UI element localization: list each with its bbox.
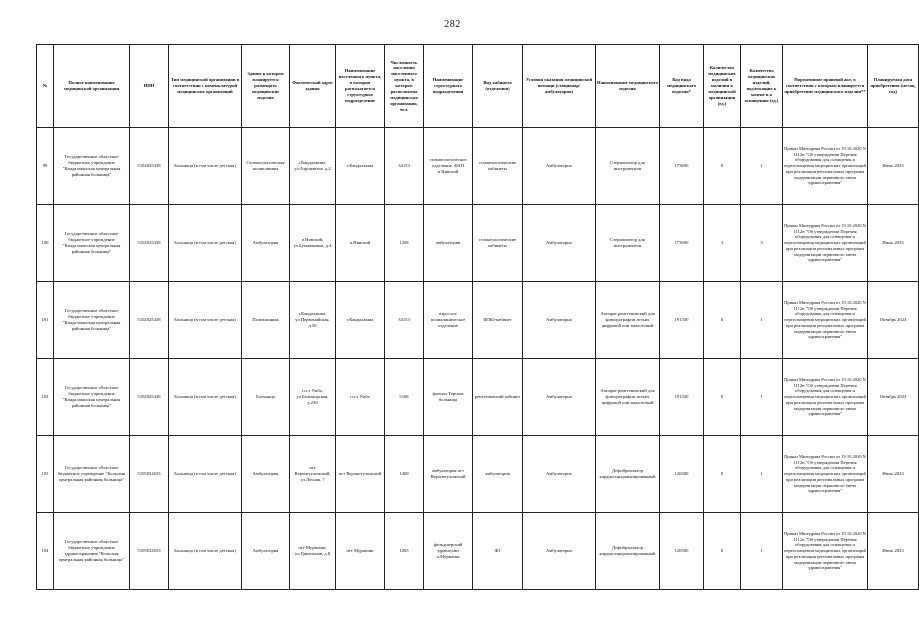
population-cell: 34153 — [385, 128, 424, 205]
settlement-cell: г.Кандалакша — [336, 128, 385, 205]
quantity-needed-cell: 3 — [741, 205, 783, 282]
organization-type-cell: Больница (в том числе детская) — [169, 282, 242, 359]
division-cell: взрослое поликлиническое отделение — [424, 282, 473, 359]
row-number-cell: 103 — [37, 436, 54, 513]
quantity-available-cell: 0 — [704, 359, 741, 436]
device-code-cell: 191330 — [660, 282, 704, 359]
table-row — [37, 436, 919, 513]
inn-cell: 5102025438 — [130, 282, 169, 359]
quantity-needed-cell: 1 — [741, 359, 783, 436]
column-header: Количество медицинских изделий, подлежащих к замене и к оснащению (ед.) — [741, 45, 783, 128]
care-conditions-cell: Амбулаторно — [523, 436, 596, 513]
normative-act-cell: Приказ Минздрава России от 19.10.2020 N 1112н "Об утверждении Перечня оборудования для оснащения и переоснащения медицинских организаций при реализации региональных программ модернизации первичного звена здравоохранения" — [783, 128, 868, 205]
settlement-cell: г.Кандалакша — [336, 282, 385, 359]
inn-cell: 5102025438 — [130, 359, 169, 436]
room-type-cell: амбулатория — [473, 436, 523, 513]
division-cell: амбулатория — [424, 205, 473, 282]
organization-name-cell: Государственное областное бюджетное учреждение "Кандалакшская центральная районная больница" — [54, 128, 130, 205]
normative-act-cell: Приказ Минздрава России от 19.10.2020 N 1112н "Об утверждении Перечня оборудования для оснащения и переоснащения медицинских организаций при реализации региональных программ модернизации первичного звена здравоохранения" — [783, 513, 868, 590]
device-code-cell: 126500 — [660, 513, 704, 590]
organization-type-cell: Больница (в том числе детская) — [169, 359, 242, 436]
normative-act-cell: Приказ Минздрава России от 19.10.2020 N 1112н "Об утверждении Перечня оборудования для оснащения и переоснащения медицинских организаций при реализации региональных программ модернизации первичного звена здравоохранения" — [783, 436, 868, 513]
division-cell: фельдшерский здравпункт п.Мурмаши — [424, 513, 473, 590]
column-header: Наименование структурного подразделения — [424, 45, 473, 128]
organization-name-cell: Государственное областное бюджетное учреждение здравоохранения "Кольская центральная районная больница" — [54, 513, 130, 590]
inn-cell: 5102025438 — [130, 205, 169, 282]
room-type-cell: ФЗ — [473, 513, 523, 590]
table-row — [37, 513, 919, 590]
quantity-available-cell: 0 — [704, 128, 741, 205]
division-cell: стоматологическое отделение, ФАП п.Нивский — [424, 128, 473, 205]
column-header: Полное наименование медицинской организации — [54, 45, 130, 128]
division-cell: филиал Терская больница — [424, 359, 473, 436]
column-header: Фактический адрес здания — [290, 45, 336, 128]
normative-act-cell: Приказ Минздрава России от 19.10.2020 N 1112н "Об утверждении Перечня оборудования для оснащения и переоснащения медицинских организаций при реализации региональных программ модернизации первичного звена здравоохранения" — [783, 205, 868, 282]
column-header: Тип медицинской организации в соответствии с номенклатурой медицинских организаций — [169, 45, 242, 128]
planned-date-cell: Июль 2023 — [868, 436, 919, 513]
quantity-needed-cell: 1 — [741, 436, 783, 513]
settlement-cell: пгт Мурмаши — [336, 513, 385, 590]
quantity-needed-cell: 1 — [741, 513, 783, 590]
column-header: Нормативное правовой акт, в соответствии с которым планируется приобретение медицинского изделия** — [783, 45, 868, 128]
row-number-cell: 100 — [37, 205, 54, 282]
population-cell: 1265 — [385, 513, 424, 590]
device-code-cell: 173690 — [660, 128, 704, 205]
quantity-available-cell: 3 — [704, 205, 741, 282]
organization-name-cell: Государственное областное бюджетное учреждение "Кандалакшская центральная районная больница" — [54, 359, 130, 436]
planned-date-cell: Октябрь 2023 — [868, 359, 919, 436]
building-cell: Стоматологическая поликлиника — [242, 128, 290, 205]
population-cell: 34153 — [385, 282, 424, 359]
device-name-cell: Дефибриллятор кардиосинхронизированный — [596, 513, 660, 590]
quantity-available-cell: 0 — [704, 513, 741, 590]
device-name-cell: Стерилизатор для инструментов — [596, 128, 660, 205]
device-code-cell: 191330 — [660, 359, 704, 436]
inn-cell: 5102025438 — [130, 128, 169, 205]
column-header: Наименование медицинского изделия — [596, 45, 660, 128]
organization-name-cell: Государственное областное бюджетное учреждение "Кандалакшская центральная районная больница" — [54, 205, 130, 282]
organization-type-cell: Больница (в том числе детская) — [169, 436, 242, 513]
care-conditions-cell: Амбулаторно — [523, 282, 596, 359]
equipment-table — [36, 44, 919, 590]
building-cell: Амбулатория — [242, 513, 290, 590]
planned-date-cell: Июль 2023 — [868, 513, 919, 590]
organization-name-cell: Государственное областное бюджетное учреждение "Кольская центральная районная больница" — [54, 436, 130, 513]
column-header: Код вида медицинского изделия* — [660, 45, 704, 128]
address-cell: пгт Верхнетуломский, ул.Лесная, 7 — [290, 436, 336, 513]
column-header: Планируемая дата приобретения (месяц, год) — [868, 45, 919, 128]
column-header: Вид кабинета (отделения) — [473, 45, 523, 128]
table-header-row — [37, 45, 919, 128]
quantity-available-cell: 0 — [704, 282, 741, 359]
normative-act-cell: Приказ Минздрава России от 19.10.2020 N 1112н "Об утверждении Перечня оборудования для оснащения и переоснащения медицинских организаций при реализации региональных программ модернизации первичного звена здравоохранения" — [783, 282, 868, 359]
building-cell: Больница — [242, 359, 290, 436]
inn-cell: 5105032633 — [130, 513, 169, 590]
column-header: Количество медицинских изделий в наличии в медицинской организации (ед.) — [704, 45, 741, 128]
column-header: ИНН — [130, 45, 169, 128]
population-cell: 1208 — [385, 205, 424, 282]
table-row — [37, 359, 919, 436]
organization-type-cell: Больница (в том числе детская) — [169, 513, 242, 590]
table-row — [37, 282, 919, 359]
organization-name-cell: Государственное областное бюджетное учреждение "Кандалакшская центральная районная больница" — [54, 282, 130, 359]
address-cell: пгт Мурмаши, ул.Цивильная, д.8 — [290, 513, 336, 590]
room-type-cell: рентгеновский кабинет — [473, 359, 523, 436]
inn-cell: 5105032633 — [130, 436, 169, 513]
population-cell: 1409 — [385, 436, 424, 513]
normative-act-cell: Приказ Минздрава России от 19.10.2020 N 1112н "Об утверждении Перечня оборудования для оснащения и переоснащения медицинских организаций при реализации региональных программ модернизации первичного звена здравоохранения" — [783, 359, 868, 436]
planned-date-cell: Октябрь 2023 — [868, 282, 919, 359]
quantity-needed-cell: 1 — [741, 128, 783, 205]
table-row — [37, 128, 919, 205]
column-header: Численность населения населенного пункта, в котором расположена медицинская организация, чел. — [385, 45, 424, 128]
care-conditions-cell: Амбулаторно — [523, 359, 596, 436]
device-code-cell: 173690 — [660, 205, 704, 282]
quantity-needed-cell: 1 — [741, 282, 783, 359]
device-name-cell: Аппарат рентгеновский для флюорографии легких цифровой или аналоговый — [596, 359, 660, 436]
column-header: № — [37, 45, 54, 128]
building-cell: Амбулатория — [242, 436, 290, 513]
organization-type-cell: Больница (в том числе детская) — [169, 128, 242, 205]
planned-date-cell: Июль 2023 — [868, 205, 919, 282]
device-name-cell: Дефибриллятор кардиосинхронизированный — [596, 436, 660, 513]
settlement-cell: п.Нивский — [336, 205, 385, 282]
table-row — [37, 205, 919, 282]
building-cell: Амбулатория — [242, 205, 290, 282]
division-cell: амбулатория пгт Верхнетуломский — [424, 436, 473, 513]
address-cell: г.Кандалакша, ул.Первомайская, д.50 — [290, 282, 336, 359]
population-cell: 5168 — [385, 359, 424, 436]
care-conditions-cell: Амбулаторно — [523, 128, 596, 205]
row-number-cell: 104 — [37, 513, 54, 590]
planned-date-cell: Июль 2023 — [868, 128, 919, 205]
row-number-cell: 101 — [37, 282, 54, 359]
address-cell: п.Нивский, ул.Бумажников, д.4 — [290, 205, 336, 282]
address-cell: г.Кандалакша, ул.Аэронавтов, д.2 — [290, 128, 336, 205]
care-conditions-cell: Амбулаторно — [523, 513, 596, 590]
row-number-cell: 99 — [37, 128, 54, 205]
device-code-cell: 126500 — [660, 436, 704, 513]
quantity-available-cell: 0 — [704, 436, 741, 513]
room-type-cell: стоматологические кабинеты — [473, 205, 523, 282]
device-name-cell: Стерилизатор для инструментов — [596, 205, 660, 282]
organization-type-cell: Больница (в том числе детская) — [169, 205, 242, 282]
room-type-cell: ФЛЮ-кабинет — [473, 282, 523, 359]
building-cell: Поликлиника — [242, 282, 290, 359]
settlement-cell: пгт Верхнетуломский — [336, 436, 385, 513]
device-name-cell: Аппарат рентгеновский для флюорографии легких цифровой или аналоговый — [596, 282, 660, 359]
page-number: 282 — [444, 19, 461, 30]
care-conditions-cell: Амбулаторно — [523, 205, 596, 282]
column-header: Наименование населенного пункта, в котором располагается структурное подразделение — [336, 45, 385, 128]
column-header: Здание в котором планируется размещать медицинские изделия — [242, 45, 290, 128]
room-type-cell: стоматологические кабинеты — [473, 128, 523, 205]
address-cell: п.г.т Умба, ул.Беломорская, д.23б — [290, 359, 336, 436]
column-header: Условия оказания медицинской помощи (стационар/амбулатория) — [523, 45, 596, 128]
row-number-cell: 102 — [37, 359, 54, 436]
settlement-cell: п.г.т Умба — [336, 359, 385, 436]
